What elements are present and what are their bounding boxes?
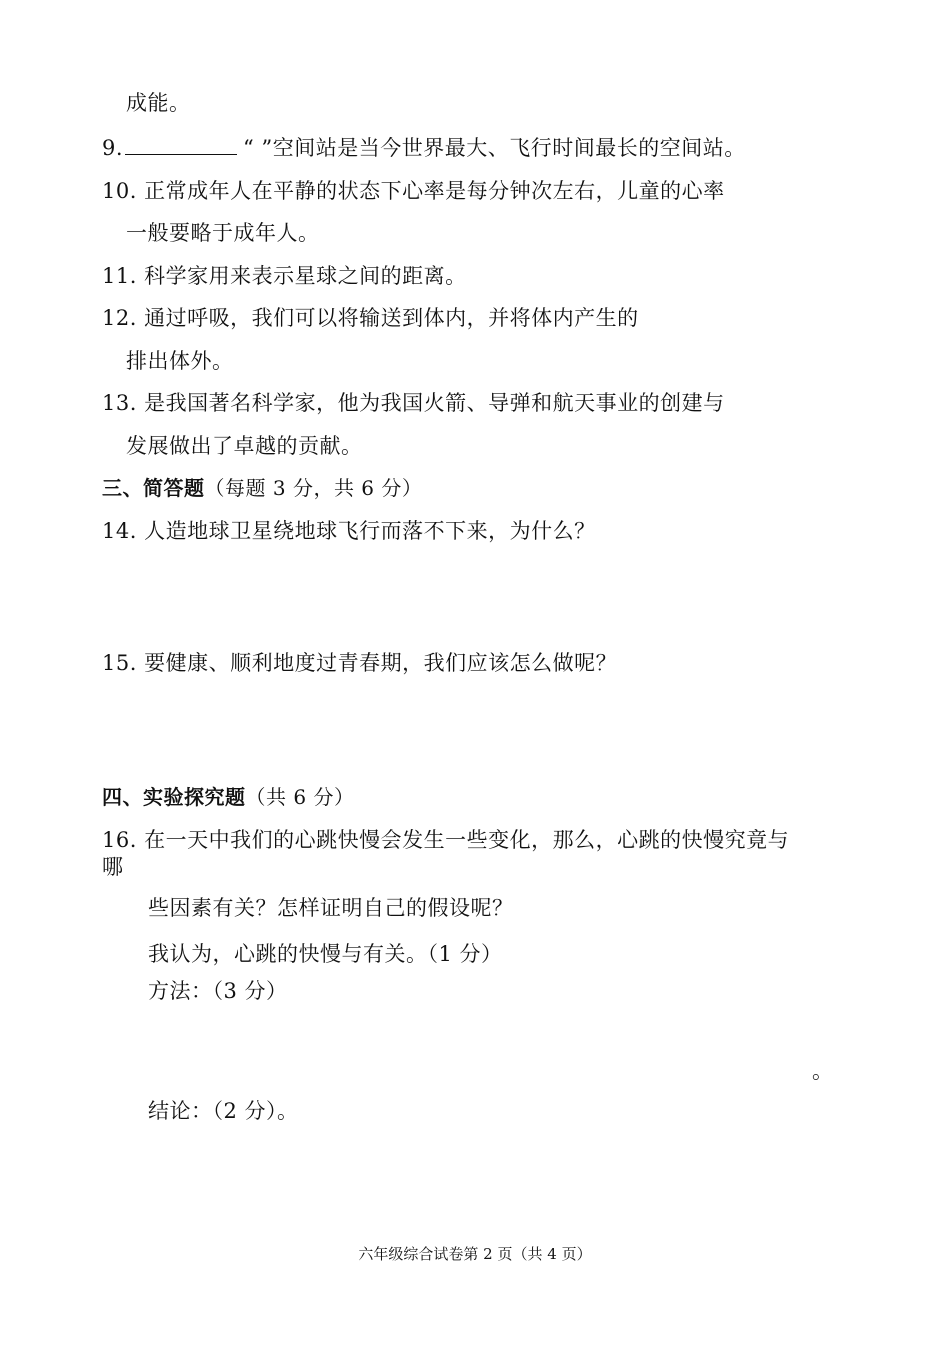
question-12-line-1: 12. 通过呼吸，我们可以将输送到体内，并将体内产生的 xyxy=(102,306,639,330)
question-13-line-2: 发展做出了卓越的贡献。 xyxy=(126,434,363,458)
answer-blank xyxy=(125,134,237,155)
text-line-cheng-neng: 成能。 xyxy=(126,91,191,115)
question-9-number: 9. xyxy=(102,136,124,160)
question-13-line-1: 13. 是我国著名科学家，他为我国火箭、导弹和航天事业的创建与 xyxy=(102,391,725,415)
section-4-points: （共 6 分） xyxy=(245,785,355,809)
question-16-hypothesis: 我认为，心跳的快慢与有关。（1 分） xyxy=(148,942,503,966)
question-16-method-period: 。 xyxy=(812,1059,834,1083)
question-15: 15. 要健康、顺利地度过青春期，我们应该怎么做呢？ xyxy=(102,651,618,675)
question-9-text: “ ”空间站是当今世界最大、飞行时间最长的空间站。 xyxy=(243,136,746,160)
question-12-line-2: 排出体外。 xyxy=(126,349,234,373)
section-4-title: 四、实验探究题 xyxy=(102,785,246,809)
question-16-method: 方法：（3 分） xyxy=(148,979,288,1003)
question-16-line-1: 16. 在一天中我们的心跳快慢会发生一些变化，那么，心跳的快慢究竟与 xyxy=(102,828,790,852)
section-3-title: 三、简答题 xyxy=(102,476,205,500)
section-3-heading xyxy=(102,473,422,503)
question-11: 11. 科学家用来表示星球之间的距离。 xyxy=(102,264,467,288)
question-16-conclusion: 结论：（2 分）。 xyxy=(148,1099,299,1123)
question-10-line-1: 10. 正常成年人在平静的状态下心率是每分钟次左右，儿童的心率 xyxy=(102,179,725,203)
question-16-line-2: 些因素有关？怎样证明自己的假设呢？ xyxy=(148,896,514,920)
section-3-points: （每题 3 分，共 6 分） xyxy=(204,476,423,500)
question-9 xyxy=(102,133,746,163)
question-16-line-1-wrap: 哪 xyxy=(102,855,124,879)
page-footer: 六年级综合试卷第 2 页（共 4 页） xyxy=(358,1245,592,1263)
section-4-heading xyxy=(102,782,354,812)
question-10-line-2: 一般要略于成年人。 xyxy=(126,221,320,245)
question-14: 14. 人造地球卫星绕地球飞行而落不下来，为什么？ xyxy=(102,519,596,543)
